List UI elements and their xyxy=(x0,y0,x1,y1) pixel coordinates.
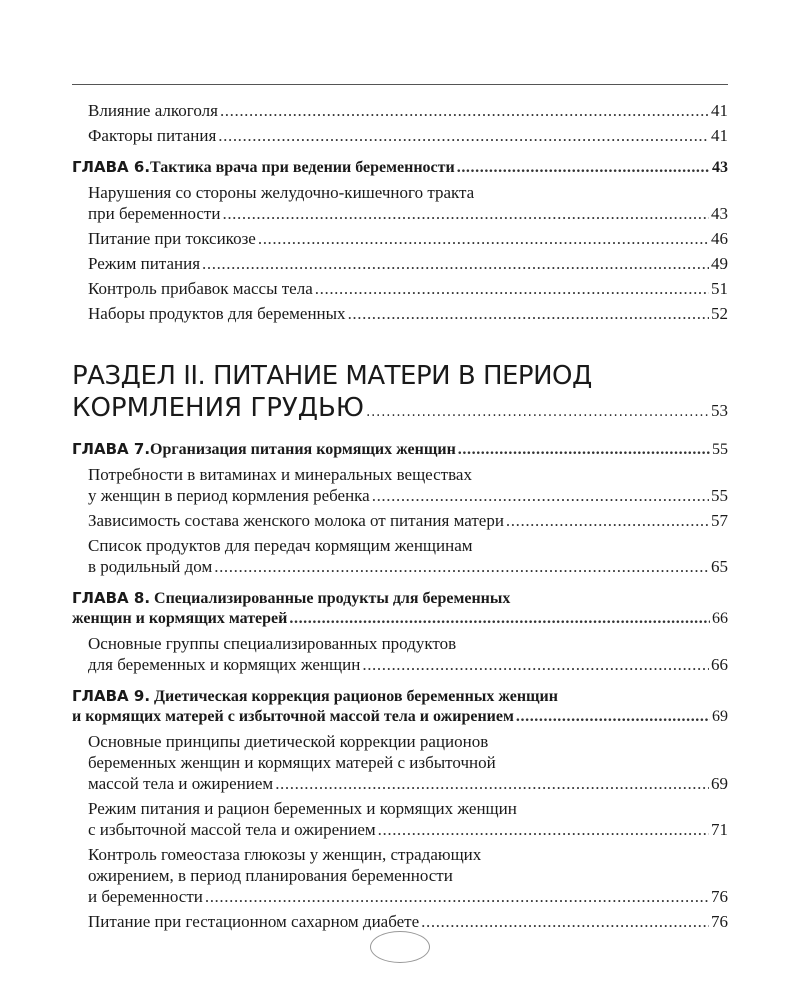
page-reference: 51 xyxy=(711,279,728,298)
entry-title-line: Питание при гестационном сахарном диабете xyxy=(88,912,420,931)
toc-last-line xyxy=(72,707,728,727)
dot-leader xyxy=(516,707,710,727)
entry-title-line: при беременности xyxy=(88,204,221,223)
dot-leader xyxy=(362,654,709,675)
dot-leader xyxy=(372,485,709,506)
toc-entry xyxy=(72,100,728,121)
toc-last-line xyxy=(88,773,728,794)
page-reference: 57 xyxy=(711,511,728,530)
toc-last-line xyxy=(88,510,728,531)
toc-entry xyxy=(72,464,728,506)
page-reference: 69 xyxy=(711,774,728,793)
toc-text-line xyxy=(88,865,728,886)
entry-title-line: женщин и кормящих матерей xyxy=(72,610,288,627)
entry-title-line: для беременных и кормящих женщин xyxy=(88,655,361,674)
toc-entry xyxy=(72,125,728,146)
entry-title-line: Список продуктов для передач кормящим женщинам xyxy=(88,536,473,555)
toc-text-line xyxy=(72,588,728,609)
toc-text-line xyxy=(72,686,728,707)
toc-text-line xyxy=(88,731,728,752)
chapter-label: ГЛАВА 8. xyxy=(72,589,151,607)
entry-title-line: РАЗДЕЛ II. ПИТАНИЕ МАТЕРИ В ПЕРИОД xyxy=(72,361,592,391)
entry-title-line: у женщин в период кормления ребенка xyxy=(88,486,370,505)
chapter-heading xyxy=(72,157,728,178)
dot-leader xyxy=(214,556,709,577)
page-reference: 41 xyxy=(711,101,728,120)
chapter-label: ГЛАВА 7. xyxy=(72,440,151,458)
toc-last-line xyxy=(88,278,728,299)
toc-text-line xyxy=(88,633,728,654)
toc-last-line xyxy=(72,392,728,428)
chapter-label: ГЛАВА 9. xyxy=(72,687,151,705)
entry-title-line: Нарушения со стороны желудочно-кишечного тракта xyxy=(88,183,475,202)
toc-last-line xyxy=(72,439,728,460)
dot-leader xyxy=(218,125,709,146)
toc-text-line xyxy=(88,535,728,556)
entry-title-line: Основные принципы диетической коррекции рационов xyxy=(88,732,489,751)
entry-title-line: Факторы питания xyxy=(88,126,217,145)
entry-title-line: Зависимость состава женского молока от питания матери xyxy=(88,511,504,530)
entry-title-line: ожирением, в период планирования беременности xyxy=(88,866,453,885)
toc-entry xyxy=(72,228,728,249)
toc-last-line xyxy=(88,819,728,840)
toc-last-line xyxy=(88,253,728,274)
toc-last-line xyxy=(88,556,728,577)
toc-last-line xyxy=(88,911,728,932)
page-reference: 65 xyxy=(711,557,728,576)
toc-entry xyxy=(72,633,728,675)
toc-text-line xyxy=(88,798,728,819)
entry-title-line: и кормящих матерей с избыточной массой тела и ожирением xyxy=(72,708,514,725)
toc-entry xyxy=(72,844,728,907)
entry-title-line: массой тела и ожирением xyxy=(88,774,274,793)
toc-last-line xyxy=(88,125,728,146)
toc-last-line xyxy=(88,100,728,121)
page-reference: 69 xyxy=(712,708,728,725)
dot-leader xyxy=(205,886,709,907)
toc-text-line xyxy=(88,844,728,865)
toc-last-line xyxy=(88,886,728,907)
dot-leader xyxy=(275,773,709,794)
toc-last-line xyxy=(72,157,728,178)
page-reference: 66 xyxy=(712,610,728,627)
page-reference: 66 xyxy=(711,655,728,674)
dot-leader xyxy=(421,911,709,932)
toc-last-line xyxy=(88,303,728,324)
dot-leader xyxy=(315,278,709,299)
entry-title-line: Контроль гомеостаза глюкозы у женщин, страдающих xyxy=(88,845,482,864)
dot-leader xyxy=(457,158,710,178)
page-reference: 49 xyxy=(711,254,728,273)
toc-entry xyxy=(72,253,728,274)
section-heading xyxy=(72,360,728,428)
toc-entry xyxy=(72,278,728,299)
page-reference: 76 xyxy=(711,912,728,931)
page-reference: 52 xyxy=(711,304,728,323)
toc-entry xyxy=(72,535,728,577)
dot-leader xyxy=(222,203,709,224)
toc-text-line xyxy=(88,752,728,773)
entry-title-line: беременных женщин и кормящих матерей с избыточной xyxy=(88,753,496,772)
entry-title-line: Специализированные продукты для беременных xyxy=(154,590,511,607)
toc-text-line xyxy=(72,360,728,392)
dot-leader xyxy=(458,440,710,460)
entry-title-line: Наборы продуктов для беременных xyxy=(88,304,346,323)
toc-entry xyxy=(72,731,728,794)
toc-last-line xyxy=(72,609,728,629)
chapter-label: ГЛАВА 6. xyxy=(72,158,151,176)
entry-title-line: Режим питания xyxy=(88,254,201,273)
toc-text-line xyxy=(88,182,728,203)
entry-title-line: Тактика врача при ведении беременности xyxy=(150,159,455,176)
entry-title-line: Контроль прибавок массы тела xyxy=(88,279,313,298)
dot-leader xyxy=(220,100,709,121)
toc-entry xyxy=(72,303,728,324)
entry-title-line: в родильный дом xyxy=(88,557,213,576)
toc-entry xyxy=(72,798,728,840)
entry-title-line: Диетическая коррекция рационов беременных женщин xyxy=(154,688,558,705)
page-reference: 55 xyxy=(712,441,728,458)
entry-title-line: Питание при токсикозе xyxy=(88,229,256,248)
dot-leader xyxy=(506,510,709,531)
entry-title-line: Режим питания и рацион беременных и кормящих женщин xyxy=(88,799,517,818)
toc-last-line xyxy=(88,654,728,675)
dot-leader xyxy=(366,392,709,428)
page-reference: 55 xyxy=(711,486,728,505)
chapter-heading xyxy=(72,588,728,629)
dot-leader xyxy=(202,253,709,274)
entry-title-line: Основные группы специализированных продуктов xyxy=(88,634,457,653)
dot-leader xyxy=(289,609,710,629)
table-of-contents xyxy=(72,96,728,932)
toc-entry xyxy=(72,911,728,932)
toc-text-line xyxy=(88,464,728,485)
header-rule xyxy=(72,84,728,85)
chapter-heading xyxy=(72,686,728,727)
entry-title-line: КОРМЛЕНИЯ ГРУДЬЮ xyxy=(72,393,364,423)
dot-leader xyxy=(378,819,709,840)
entry-title-line: с избыточной массой тела и ожирением xyxy=(88,820,376,839)
page-reference: 43 xyxy=(712,159,728,176)
toc-entry xyxy=(72,510,728,531)
toc-entry xyxy=(72,182,728,224)
page-number-badge xyxy=(370,931,430,963)
entry-title-line: Потребности в витаминах и минеральных веществах xyxy=(88,465,472,484)
entry-title-line: Организация питания кормящих женщин xyxy=(150,441,456,458)
page-reference: 43 xyxy=(711,204,728,223)
toc-last-line xyxy=(88,228,728,249)
page-reference: 46 xyxy=(711,229,728,248)
entry-title-line: Влияние алкоголя xyxy=(88,101,218,120)
chapter-heading xyxy=(72,439,728,460)
page-reference: 41 xyxy=(711,126,728,145)
toc-last-line xyxy=(88,485,728,506)
dot-leader xyxy=(258,228,709,249)
page-reference: 76 xyxy=(711,887,728,906)
page-reference: 71 xyxy=(711,820,728,839)
entry-title-line: и беременности xyxy=(88,887,203,906)
toc-last-line xyxy=(88,203,728,224)
page-reference: 53 xyxy=(711,401,728,420)
dot-leader xyxy=(348,303,709,324)
